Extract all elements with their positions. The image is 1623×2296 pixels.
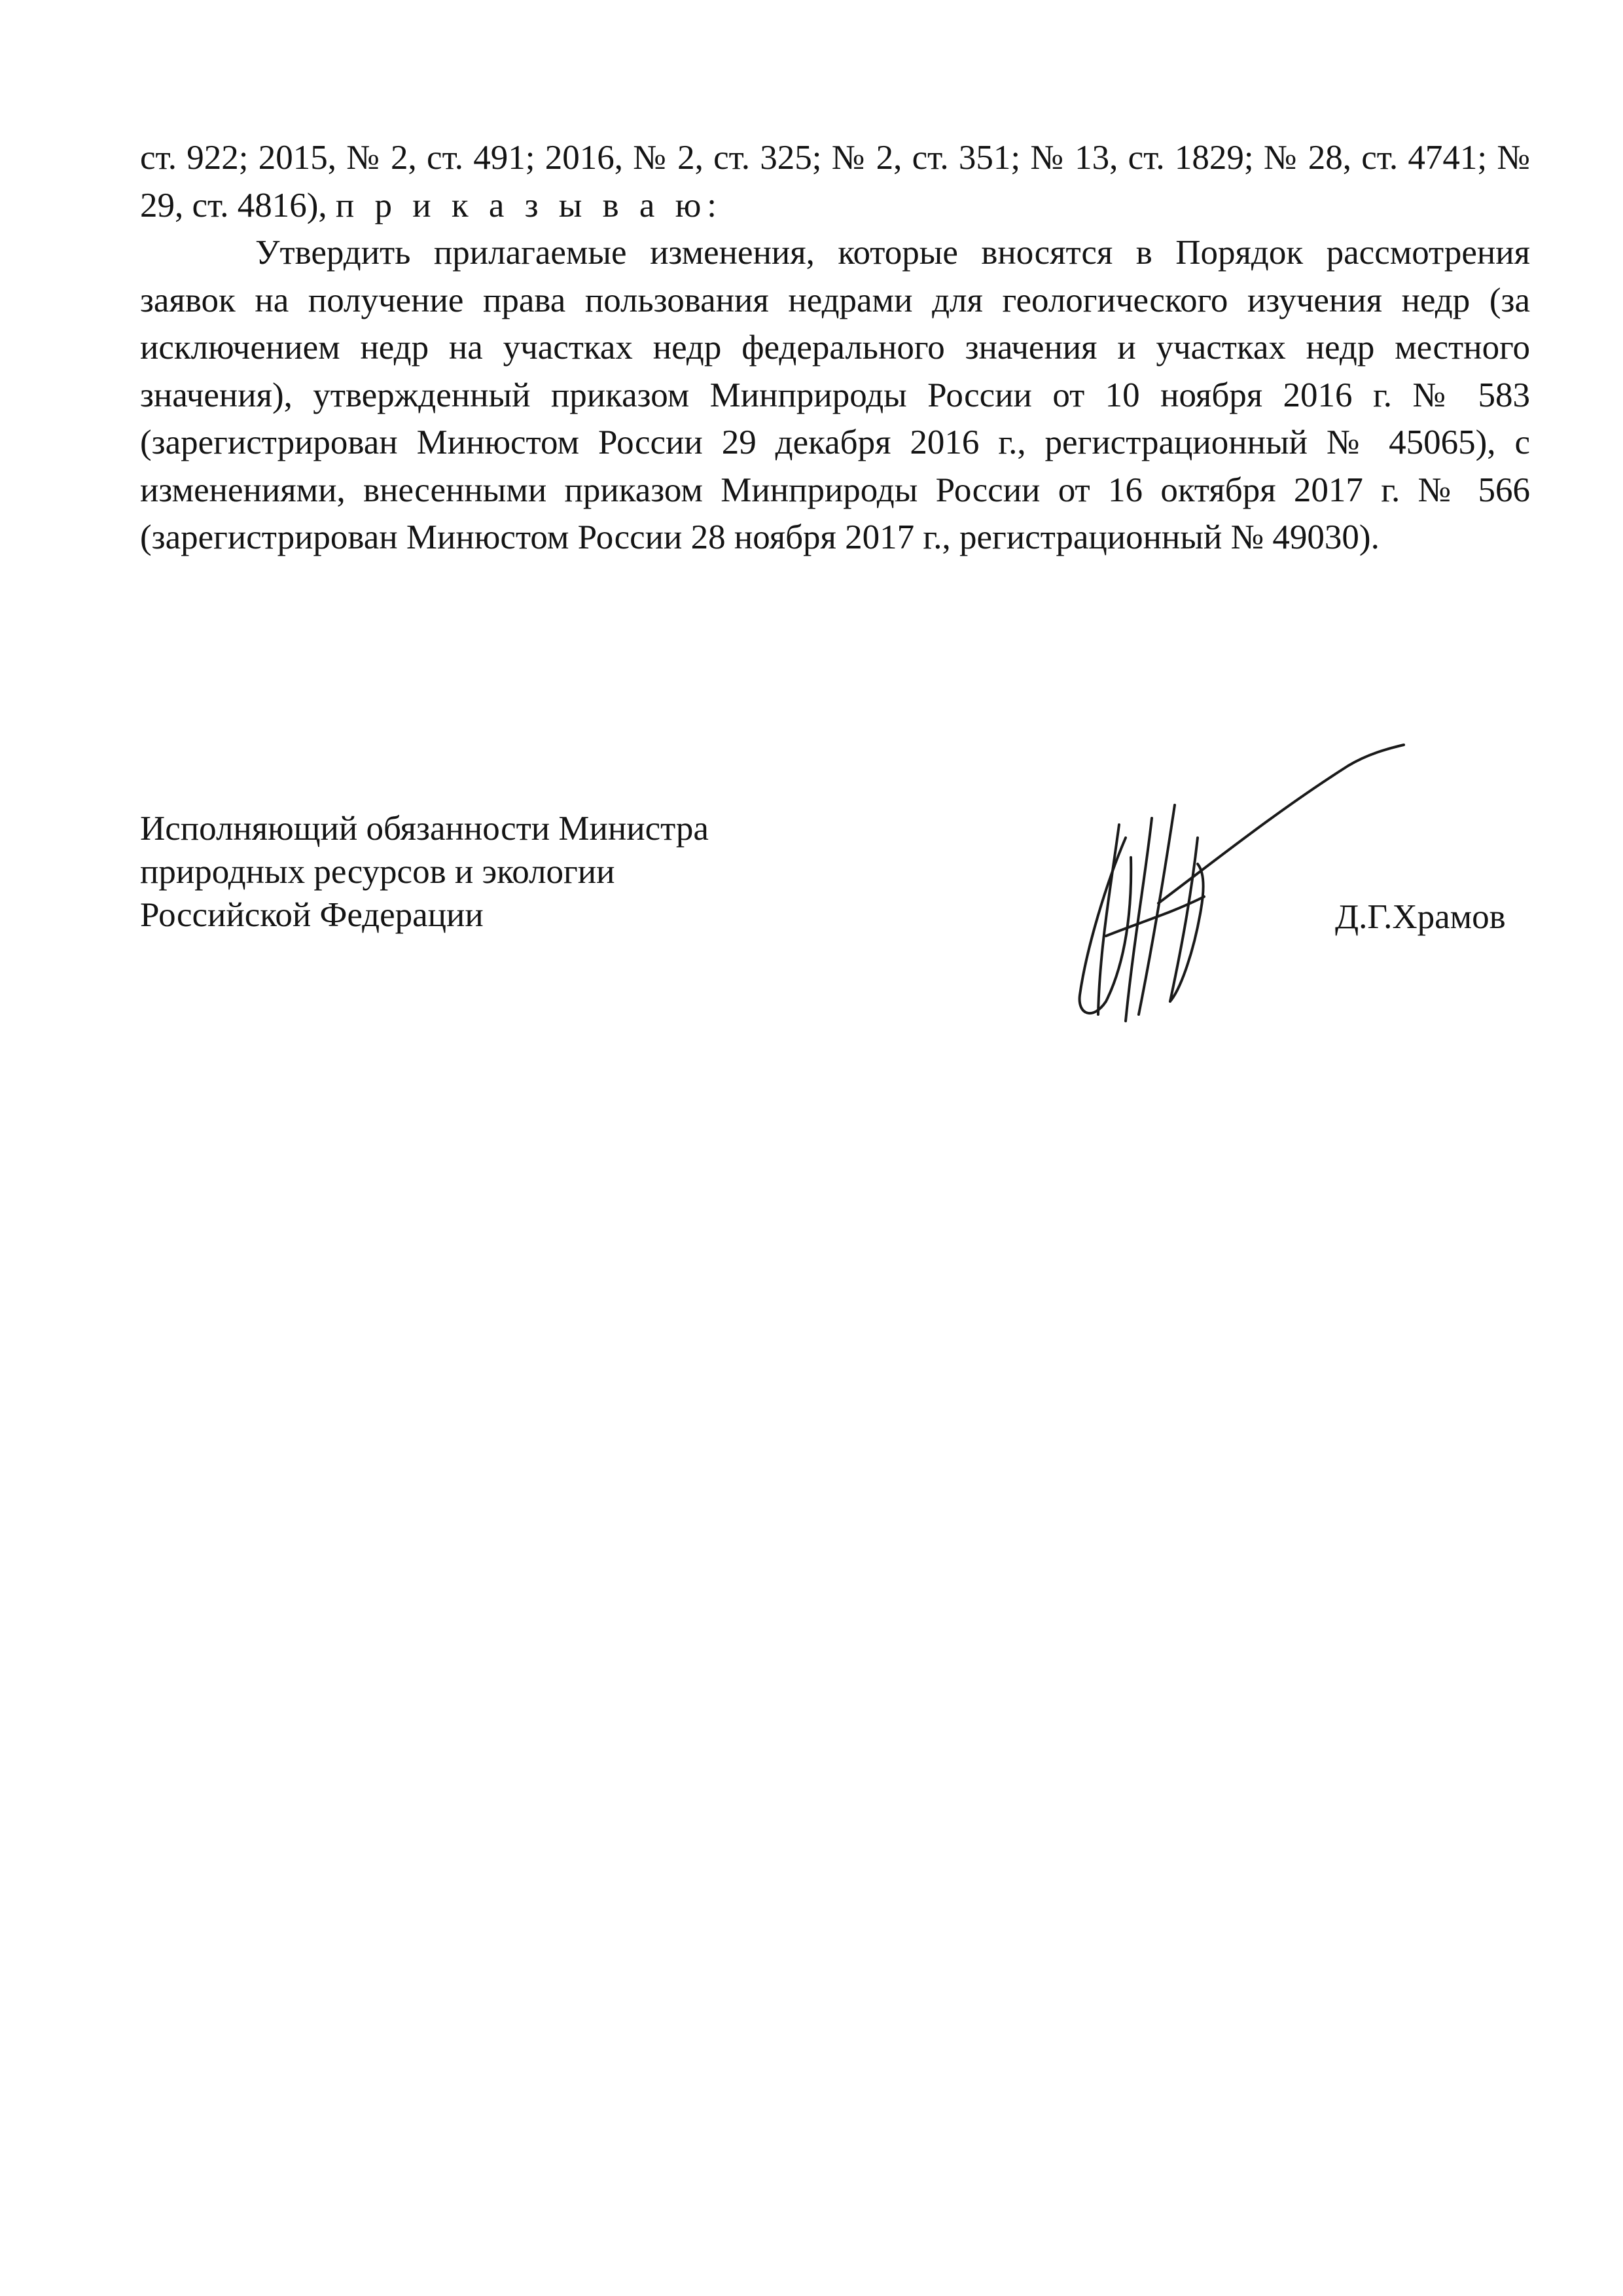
signature-stroke-1 — [1098, 825, 1119, 1014]
main-paragraph: Утвердить прилагаемые изменения, которые вносятся в Порядок рассмотрения заявок на получение права пользования недрами для геологического изучения недр (за исключением недр на участках недр федерального значения и участках недр местного значения), утвержденный приказом Минприроды России от 10 ноября 2016 г. № 583 (зарегистрирован Минюстом России 29 декабря 2016 г., регистрационный № 45065), с изменениями, внесенными приказом Минприроды России от 16 октября 2017 г. № 566 (зарегистрирован Минюстом России 28 ноября 2017 г., регистрационный № 49030). — [140, 234, 1530, 556]
position-line-1: Исполняющий обязанности Министра — [140, 810, 709, 848]
intro-paragraph — [140, 134, 1530, 229]
signature-stroke-tail — [1158, 745, 1404, 903]
position-line-2: природных ресурсов и экологии — [140, 853, 615, 891]
position-line-3: Российской Федерации — [140, 896, 484, 934]
intro-line: ст. 922; 2015, № 2, ст. 491; 2016, № 2, ст. 325; № 2, ст. 351; № 13, ст. 1829; № 28, ст. 4741; № 29, ст. 4816), — [140, 139, 1530, 224]
signature-stroke-3 — [1139, 805, 1175, 1014]
signatory-position — [140, 807, 794, 937]
document-body — [140, 134, 1530, 562]
handwritten-signature-icon — [1060, 740, 1414, 1028]
order-word: п р и к а з ы в а ю: — [335, 186, 723, 224]
signer-name: Д.Г.Храмов — [1335, 898, 1506, 936]
